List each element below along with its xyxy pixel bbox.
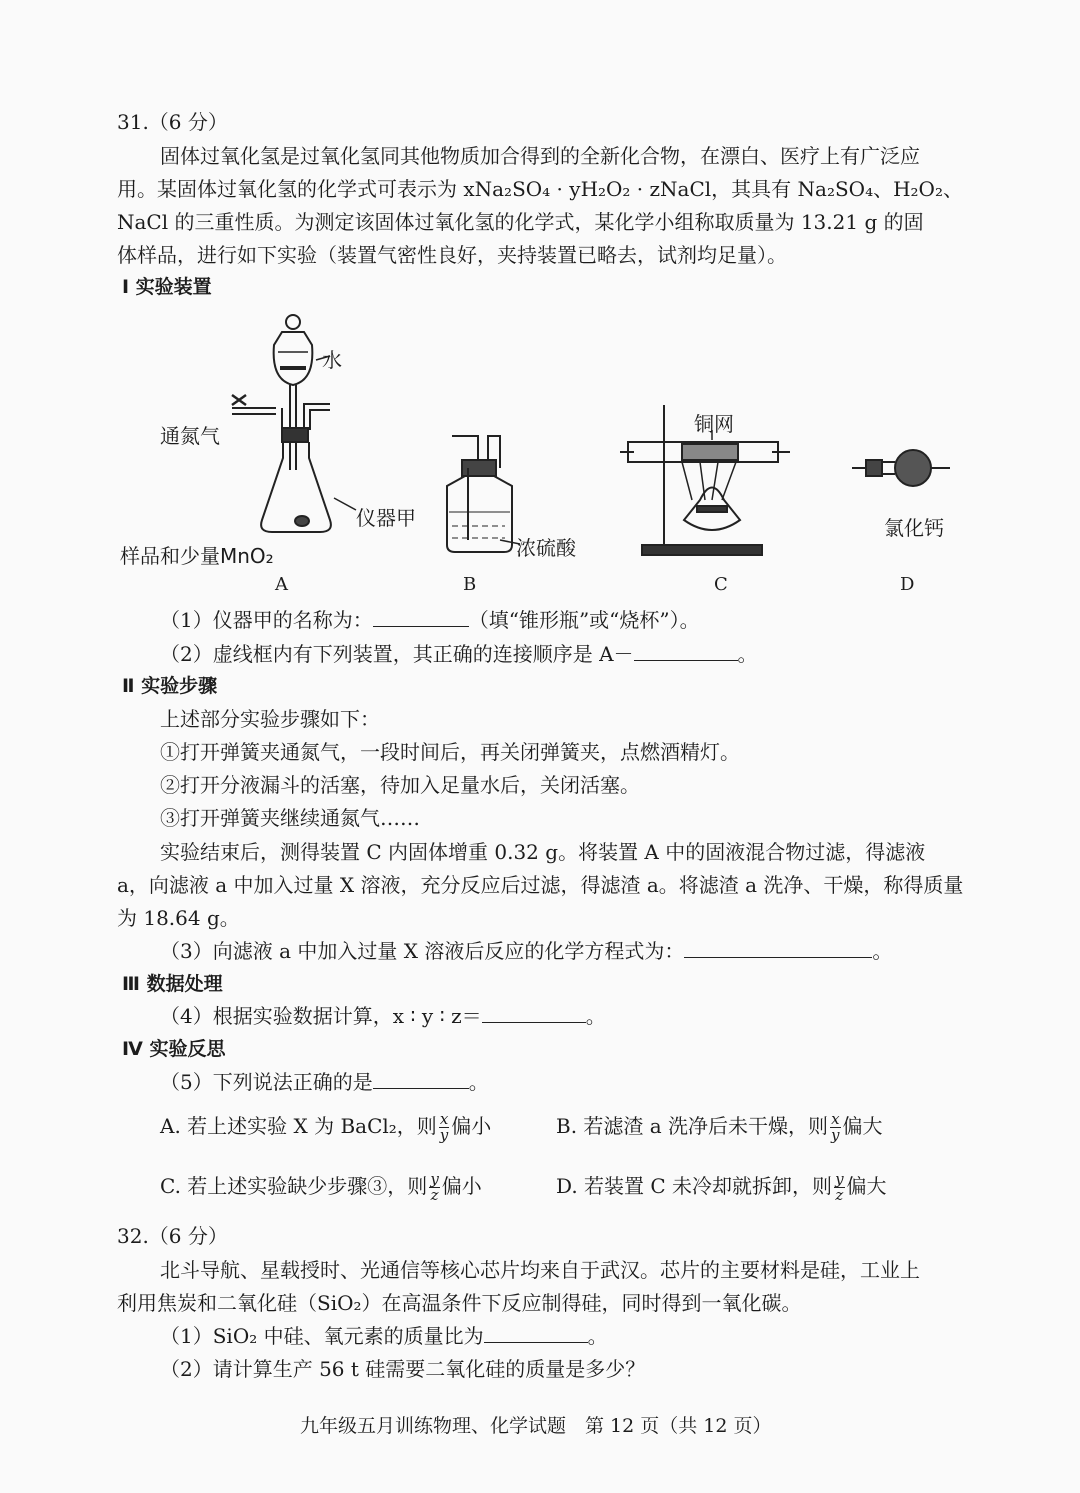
q31-sub1-tail: （填“锥形瓶”或“烧杯”）。: [468, 608, 700, 632]
q32-sub1-text: （1）SiO₂ 中硅、氧元素的质量比为: [160, 1324, 484, 1348]
label-copper-mesh: 铜网: [694, 412, 734, 436]
q31-sub3-tail: 。: [872, 939, 893, 963]
label-sample-mno2: 样品和少量MnO₂: [120, 544, 274, 568]
option-a-fraction: [439, 1112, 449, 1143]
fraction-denominator: y: [831, 1126, 840, 1144]
caption-d: D: [900, 574, 915, 595]
q32-intro-line-1: 北斗导航、星载授时、光通信等核心芯片均来自于武汉。芯片的主要材料是硅，工业上: [160, 1258, 920, 1282]
q31-intro-line-2: 用。某固体过氧化氢的化学式可表示为 xNa₂SO₄ · yH₂O₂ · zNaCl，其具有 Na₂SO₄、H₂O₂、: [117, 177, 963, 201]
q31-sub4-text: （4）根据实验数据计算，x ∶ y ∶ z＝: [160, 1004, 482, 1028]
option-b-result: 偏大: [842, 1114, 883, 1138]
answer-blank-1[interactable]: [373, 608, 469, 627]
answer-blank-2[interactable]: [634, 642, 738, 661]
caption-b: B: [463, 574, 477, 595]
result-line-2: a，向滤液 a 中加入过量 X 溶液，充分反应后过滤，得滤渣 a。将滤渣 a 洗净、干燥，称得质量: [117, 873, 964, 897]
steps-intro: 上述部分实验步骤如下：: [160, 707, 380, 731]
option-c-text: C. 若上述实验缺少步骤③，则: [160, 1174, 428, 1198]
q31-sub1-text: （1）仪器甲的名称为：: [160, 608, 373, 632]
label-instrument-jia: 仪器甲: [356, 506, 416, 530]
q32-sub1: [160, 1322, 608, 1350]
option-d-text: D. 若装置 C 未冷却就拆卸，则: [556, 1174, 833, 1198]
question-32-number: 32.（6 分）: [117, 1224, 228, 1248]
option-c-result: 偏小: [441, 1174, 482, 1198]
page-footer: 九年级五月训练物理、化学试题 第 12 页（共 12 页）: [300, 1415, 772, 1437]
step-2: ②打开分液漏斗的活塞，待加入足量水后，关闭活塞。: [160, 773, 640, 797]
option-b-fraction: [830, 1112, 840, 1143]
q31-sub2-text: （2）虚线框内有下列装置，其正确的连接顺序是 A－: [160, 642, 634, 666]
q31-sub2: [160, 640, 758, 668]
option-c: [160, 1172, 482, 1203]
option-d-result: 偏大: [846, 1174, 887, 1198]
q31-sub3-text: （3）向滤液 a 中加入过量 X 溶液后反应的化学方程式为：: [160, 939, 685, 963]
option-d: [556, 1172, 887, 1203]
step-1: ①打开弹簧夹通氮气，一段时间后，再关闭弹簧夹，点燃酒精灯。: [160, 740, 740, 764]
option-c-fraction: [429, 1172, 439, 1203]
option-b-text: B. 若滤渣 a 洗净后未干燥，则: [556, 1114, 829, 1138]
q31-sub3: [160, 937, 892, 965]
fraction-denominator: y: [439, 1126, 449, 1144]
section-steps-heading: Ⅱ 实验步骤: [122, 675, 218, 697]
q31-sub5: [160, 1068, 489, 1096]
q31-sub4-tail: 。: [585, 1004, 606, 1028]
q31-sub2-tail: 。: [737, 642, 758, 666]
step-3: ③打开弹簧夹继续通氮气……: [160, 806, 420, 830]
option-a: [160, 1112, 491, 1143]
q32-sub1-tail: 。: [587, 1324, 608, 1348]
fraction-numerator: y: [430, 1170, 439, 1188]
label-calcium-chloride: 氯化钙: [884, 516, 944, 540]
q31-sub5-text: （5）下列说法正确的是: [160, 1070, 373, 1094]
apparatus-b-drawing: [447, 436, 520, 552]
q31-intro-line-4: 体样品，进行如下实验（装置气密性良好，夹持装置已略去，试剂均足量）。: [117, 243, 787, 267]
section-data-heading: Ⅲ 数据处理: [122, 973, 223, 995]
label-water: 水: [322, 348, 342, 372]
label-nitrogen-inlet: 通氮气: [160, 424, 220, 448]
section-apparatus-heading: Ⅰ 实验装置: [122, 276, 212, 298]
q32-sub2: （2）请计算生产 56 t 硅需要二氧化硅的质量是多少？: [160, 1357, 646, 1381]
section-reflection-heading: Ⅳ 实验反思: [122, 1038, 226, 1060]
option-a-result: 偏小: [451, 1114, 492, 1138]
answer-blank-5[interactable]: [373, 1070, 469, 1089]
q32-intro-line-2: 利用焦炭和二氧化硅（SiO₂）在高温条件下反应制得硅，同时得到一氧化碳。: [117, 1291, 802, 1315]
result-line-3: 为 18.64 g。: [117, 906, 240, 930]
q31-sub1: [160, 606, 700, 634]
fraction-numerator: x: [439, 1110, 449, 1128]
question-31-number: 31.（6 分）: [117, 110, 228, 134]
caption-a: A: [275, 574, 288, 595]
fraction-numerator: y: [835, 1170, 844, 1188]
q31-intro-line-3: NaCl 的三重性质。为测定该固体过氧化氢的化学式，某化学小组称取质量为 13.21 g 的固: [117, 210, 924, 234]
fraction-denominator: z: [430, 1186, 439, 1204]
apparatus-d-drawing: [852, 450, 950, 486]
fraction-numerator: x: [831, 1110, 840, 1128]
answer-blank-3[interactable]: [684, 939, 872, 958]
option-b: [556, 1112, 883, 1143]
option-a-text: A. 若上述实验 X 为 BaCl₂，则: [160, 1114, 437, 1138]
label-conc-sulfuric-acid: 浓硫酸: [516, 536, 576, 560]
answer-blank-6[interactable]: [484, 1324, 588, 1343]
fraction-denominator: z: [835, 1186, 844, 1204]
caption-c: C: [714, 574, 728, 595]
result-line-1: 实验结束后，测得装置 C 内固体增重 0.32 g。将装置 A 中的固液混合物过滤，得滤液: [160, 840, 926, 864]
q31-intro-line-1: 固体过氧化氢是过氧化氢同其他物质加合得到的全新化合物，在漂白、医疗上有广泛应: [160, 144, 920, 168]
q31-sub5-tail: 。: [468, 1070, 489, 1094]
option-d-fraction: [834, 1172, 844, 1203]
q31-sub4: [160, 1002, 606, 1030]
answer-blank-4[interactable]: [482, 1004, 586, 1023]
